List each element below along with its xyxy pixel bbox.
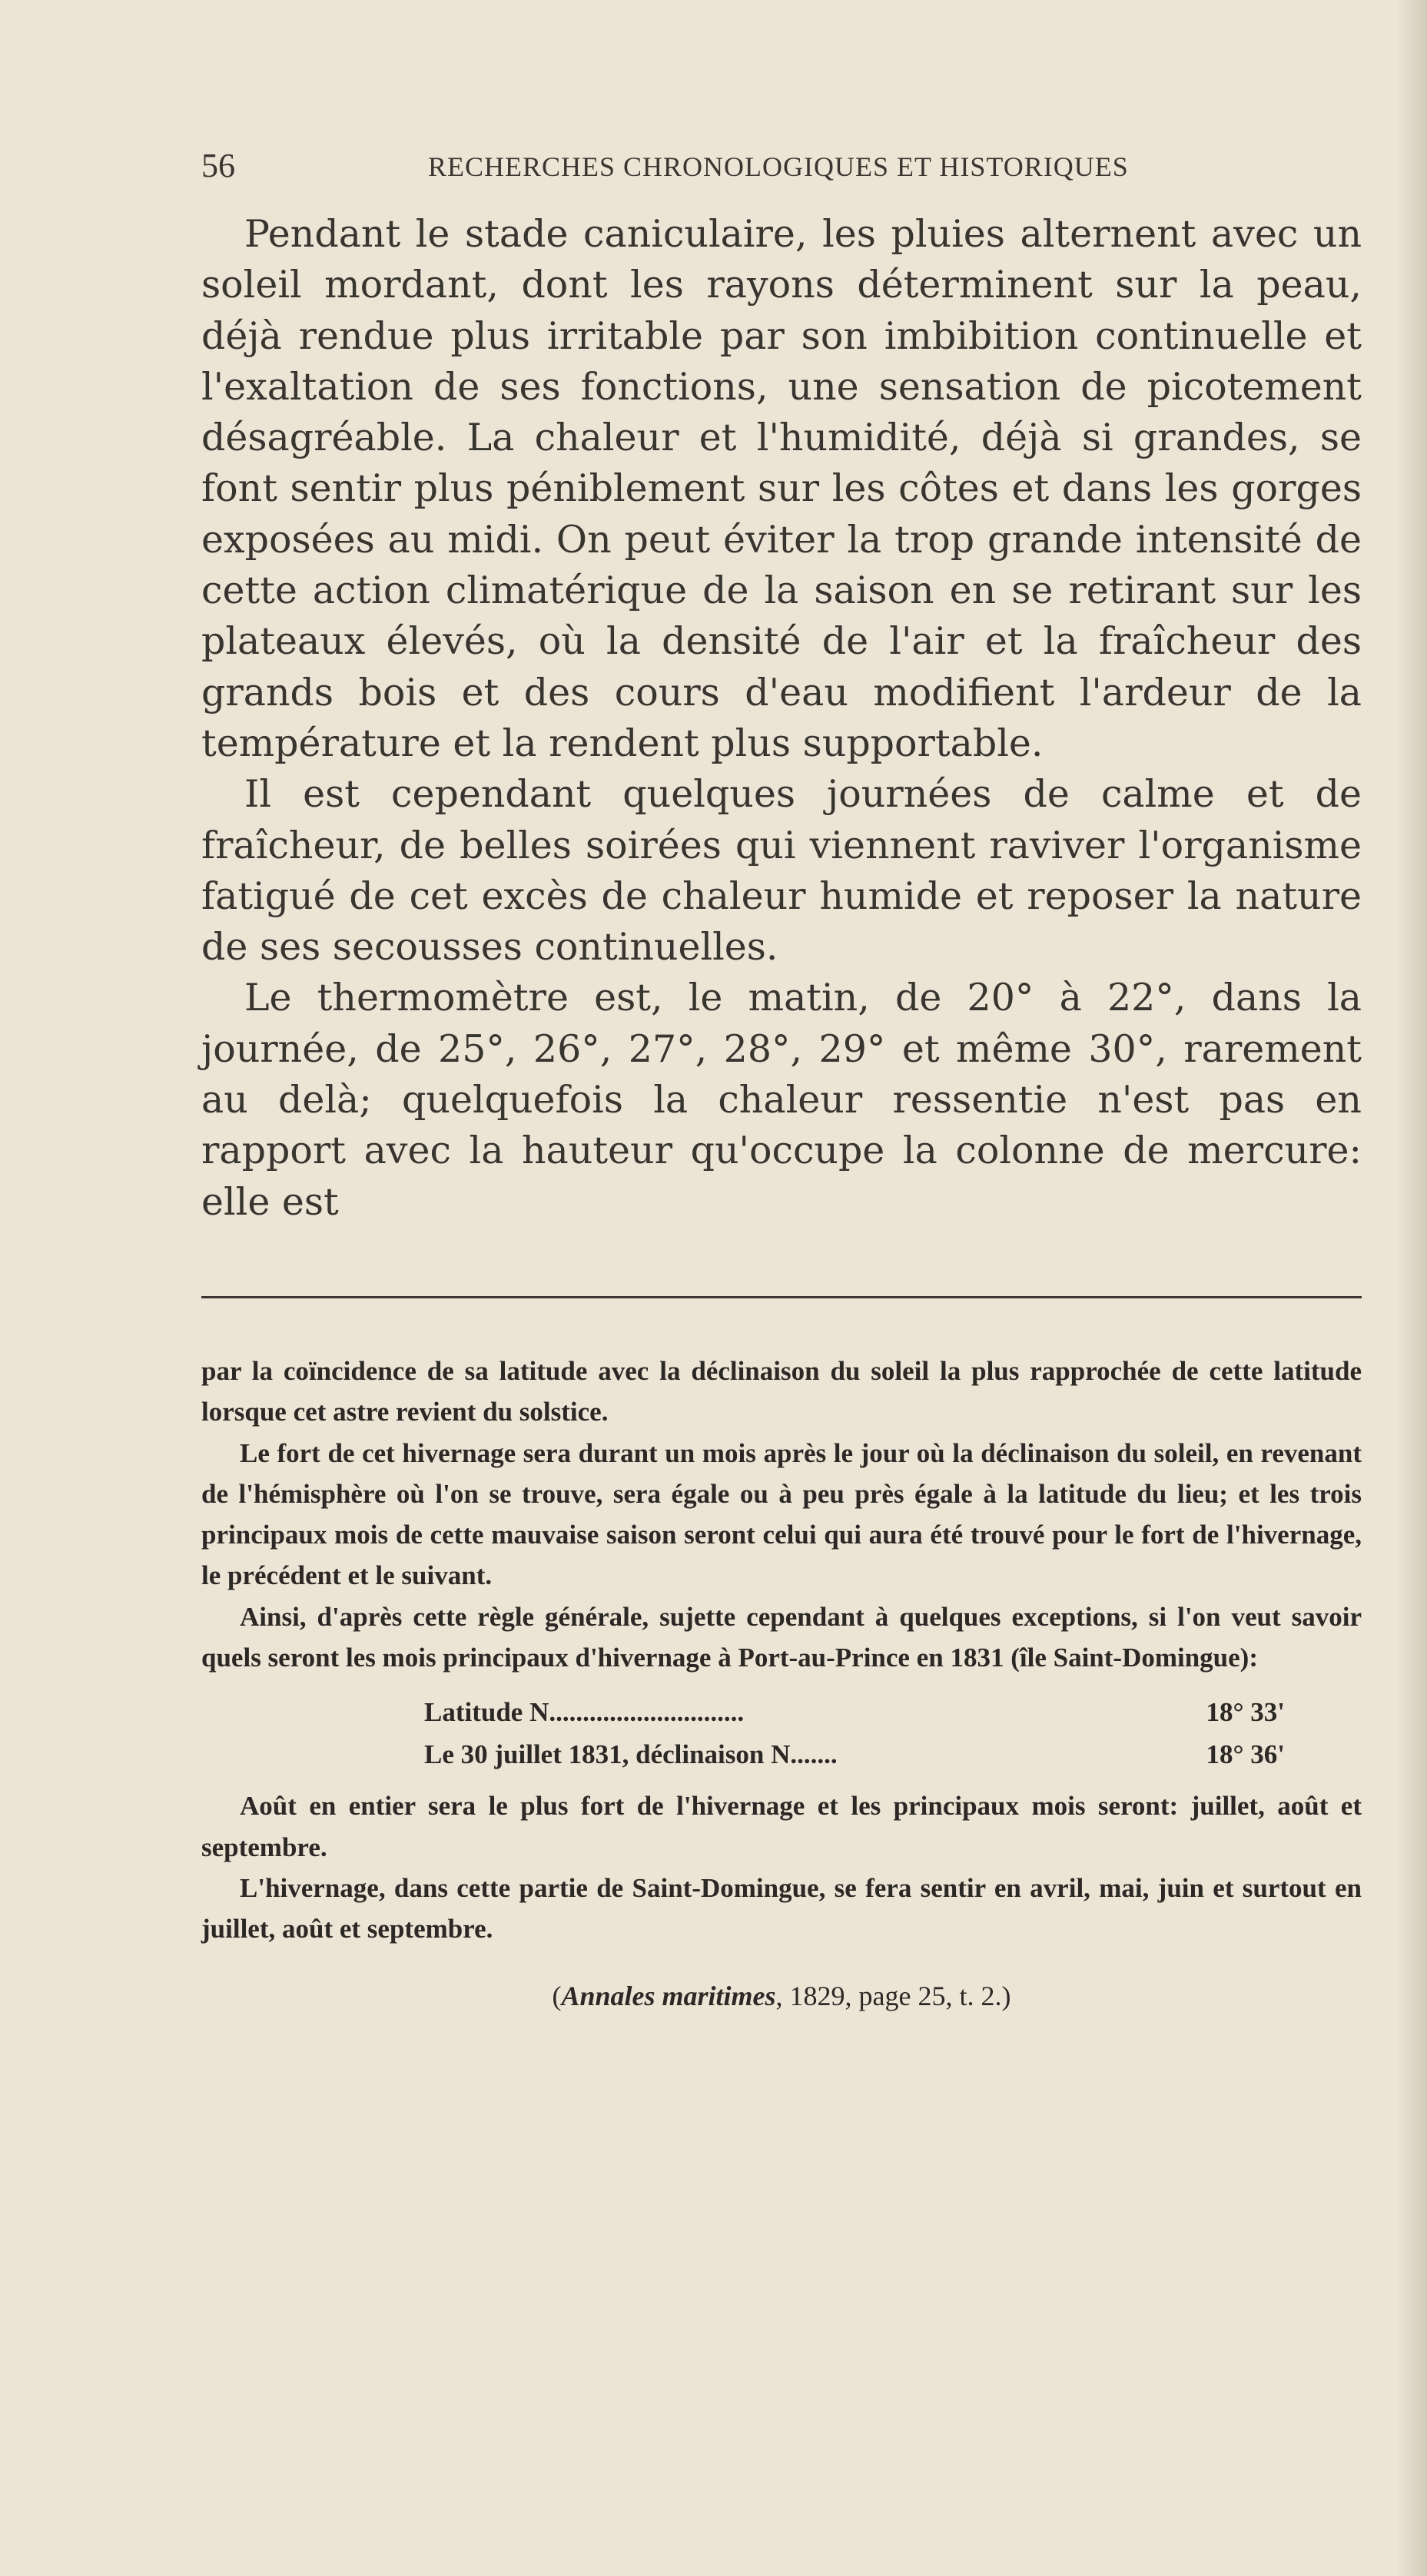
body-paragraph: Le thermomètre est, le matin, de 20° à 22°, dans la journée, de 25°, 26°, 27°, 28°, 29° et même 30°, rarement au delà; quelquefois la chaleur ressentie n'est pas en rapport avec la hauteur qu'occupe la colonne de mercure: elle est (201, 976, 1362, 1224)
footnote-paragraph: Le fort de cet hivernage sera durant un mois après le jour où la déclinaison du soleil, en revenant de l'hémisphère où l'on se trouve, sera égale ou à peu près égale à la latitude du lieu; et les trois principaux mois de cette mauvaise saison seront celui qui aura été trouvé pour le fort de l'hivernage, le précédent et le suivant. (201, 1437, 1362, 1591)
running-title: RECHERCHES CHRONOLOGIQUES ET HISTORIQUES (428, 151, 1129, 182)
table-row-value: 18° 33' (1206, 1697, 1285, 1728)
footnote-paragraph: Ainsi, d'après cette règle générale, sujette cependant à quelques exceptions, si l'on veut savoir quels seront les mois principaux d'hivernage à Port-au-Prince en 1831 (île Saint-Domingue): (201, 1601, 1362, 1673)
body-paragraph: Il est cependant quelques journées de calme et de fraîcheur, de belles soirées qui viennent raviver l'organisme fatigué de cet excès de chaleur humide et reposer la nature de ses secousses continuelles. (201, 772, 1362, 970)
footnote-paragraph: L'hivernage, dans cette partie de Saint-Domingue, se fera sentir en avril, mai, juin et surtout en juillet, août et septembre. (201, 1872, 1362, 1944)
table-row-label: Le 30 juillet 1831, déclinaison N....... (424, 1739, 838, 1770)
footnote-paragraph: par la coïncidence de sa latitude avec la déclinaison du soleil la plus rapprochée de cette latitude lorsque cet astre revient du solstice. (201, 1356, 1362, 1427)
latitude-table (424, 1692, 1285, 1776)
citation-details: , 1829, page 25, t. 2. (775, 1980, 1002, 2011)
citation-source: Annales maritimes (561, 1980, 776, 2011)
footnote-paragraph: Août en entier sera le plus fort de l'hivernage et les principaux mois seront: juillet, août et septembre. (201, 1791, 1362, 1862)
page-header (201, 146, 1196, 192)
citation: (Annales maritimes, 1829, page 25, t. 2.) (552, 1980, 1011, 2011)
main-body-text (201, 209, 1362, 1228)
footnote-block (201, 1351, 1362, 2017)
table-row-label: Latitude N............................. (424, 1697, 745, 1728)
body-paragraph: Pendant le stade caniculaire, les pluies alternent avec un soleil mordant, dont les rayons déterminent sur la peau, déjà rendue plus irritable par son imbibition continuelle et l'exaltation de ses fonctions, une sensation de picotement désagréable. La chaleur et l'humidité, déjà si grandes, se font sentir plus péniblement sur les côtes et dans les gorges exposées au midi. On peut éviter la trop grande intensité de cette action climatérique de la saison en se retirant sur les plateaux élevés, où la densité de l'air et la fraîcheur des grands bois et des cours d'eau modifient l'ardeur de la température et la rendent plus supportable. (201, 212, 1362, 765)
footnote-separator-rule (201, 1296, 1362, 1298)
table-row-value: 18° 36' (1206, 1739, 1285, 1770)
page-edge-shadow (1396, 0, 1427, 2576)
table-row (424, 1734, 1285, 1776)
table-row (424, 1692, 1285, 1734)
page-number: 56 (201, 147, 235, 184)
